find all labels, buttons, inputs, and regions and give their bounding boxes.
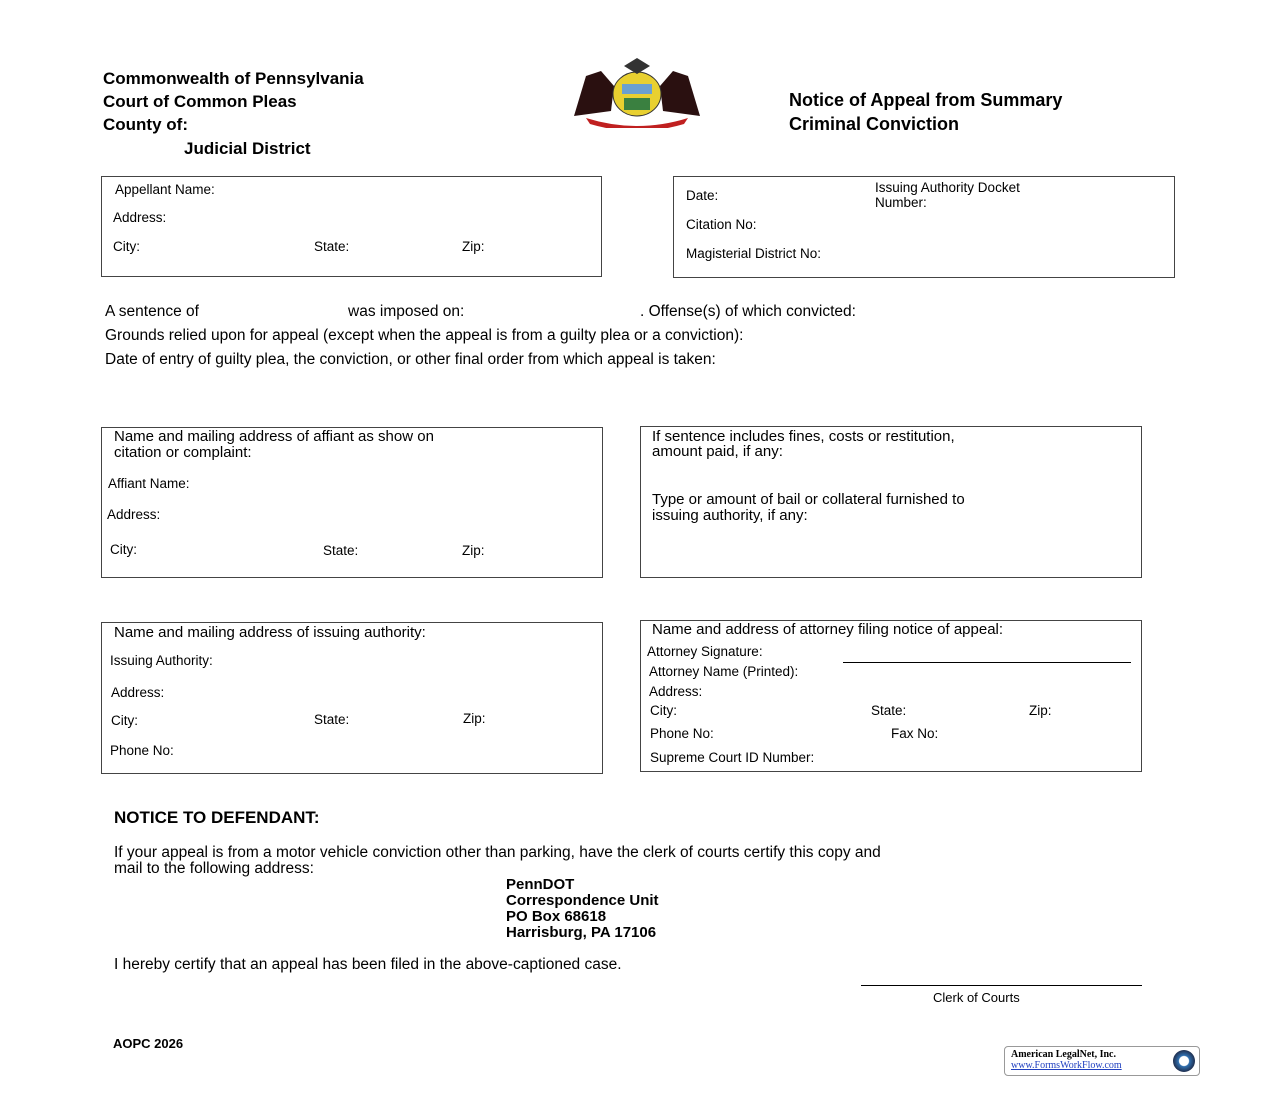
fines-label: amount paid, if any: (652, 443, 783, 460)
address-line: Correspondence Unit (506, 892, 659, 909)
address-label: Address: (107, 507, 161, 522)
city-label: City: (113, 239, 140, 254)
bail-label: Type or amount of bail or collateral furnished to (652, 491, 965, 508)
state-label: State: (314, 239, 350, 254)
signature-line (843, 662, 1131, 663)
district-label: Magisterial District No: (686, 246, 822, 261)
docket-label: Issuing Authority Docket (875, 180, 1020, 195)
date-label: Date: (686, 188, 719, 203)
form-number: AOPC 2026 (113, 1036, 184, 1051)
zip-label: Zip: (463, 711, 486, 726)
state-label: State: (871, 703, 907, 718)
court-id-label: Supreme Court ID Number: (650, 750, 815, 765)
certify-text: I hereby certify that an appeal has been filed in the above-captioned case. (114, 956, 622, 973)
appellant-name-label: Appellant Name: (115, 182, 215, 197)
address-line: Harrisburg, PA 17106 (506, 924, 657, 941)
zip-label: Zip: (462, 239, 485, 254)
signature-label: Attorney Signature: (647, 644, 763, 659)
address-label: Address: (111, 685, 165, 700)
form-title: Criminal Conviction (789, 114, 960, 134)
city-label: City: (650, 703, 677, 718)
header-line: County of: (103, 115, 188, 134)
attorney-name-label: Attorney Name (Printed): (649, 664, 799, 679)
logo-text: American LegalNet, Inc. (1011, 1049, 1116, 1060)
citation-label: Citation No: (686, 217, 757, 232)
notice-title: NOTICE TO DEFENDANT: (114, 808, 320, 827)
authority-name-label: Issuing Authority: (110, 653, 213, 668)
attorney-heading: Name and address of attorney filing notice of appeal: (652, 621, 1004, 638)
clerk-signature-line (861, 985, 1142, 986)
logo-link[interactable]: www.FormsWorkFlow.com (1011, 1060, 1122, 1071)
date-entry-label: Date of entry of guilty plea, the conviction, or other final order from which appeal is taken: (105, 351, 716, 368)
state-label: State: (314, 712, 350, 727)
zip-label: Zip: (1029, 703, 1052, 718)
pa-seal-icon (566, 56, 708, 128)
address-label: Address: (649, 684, 703, 699)
affiant-heading: citation or complaint: (114, 444, 252, 461)
form-title: Notice of Appeal from Summary (789, 90, 1063, 110)
header-line: Court of Common Pleas (103, 92, 297, 111)
docket-label: Number: (875, 195, 927, 210)
clerk-label: Clerk of Courts (933, 990, 1020, 1005)
fax-label: Fax No: (891, 726, 939, 741)
address-label: Address: (113, 210, 167, 225)
affiant-name-label: Affiant Name: (108, 476, 190, 491)
globe-icon (1173, 1050, 1195, 1072)
notice-text: mail to the following address: (114, 860, 314, 877)
phone-label: Phone No: (650, 726, 714, 741)
authority-box (101, 622, 603, 774)
city-label: City: (111, 713, 138, 728)
address-line: PO Box 68618 (506, 908, 607, 925)
fines-label: If sentence includes fines, costs or restitution, (652, 428, 955, 445)
legalnet-logo (1004, 1046, 1200, 1076)
notice-text: If your appeal is from a motor vehicle conviction other than parking, have the clerk of courts certify this copy and (114, 844, 881, 861)
city-label: City: (110, 542, 137, 557)
header-line: Commonwealth of Pennsylvania (103, 69, 364, 88)
grounds-label: Grounds relied upon for appeal (except when the appeal is from a guilty plea or a conviction): (105, 327, 744, 344)
header-line: Judicial District (184, 139, 311, 158)
offense-label: . Offense(s) of which convicted: (640, 303, 856, 320)
state-label: State: (323, 543, 359, 558)
zip-label: Zip: (462, 543, 485, 558)
affiant-heading: Name and mailing address of affiant as show on (114, 428, 434, 445)
authority-heading: Name and mailing address of issuing authority: (114, 624, 426, 641)
bail-label: issuing authority, if any: (652, 507, 808, 524)
phone-label: Phone No: (110, 743, 174, 758)
address-line: PennDOT (506, 876, 575, 893)
imposed-label: was imposed on: (348, 303, 465, 320)
sentence-label: A sentence of (105, 303, 199, 320)
